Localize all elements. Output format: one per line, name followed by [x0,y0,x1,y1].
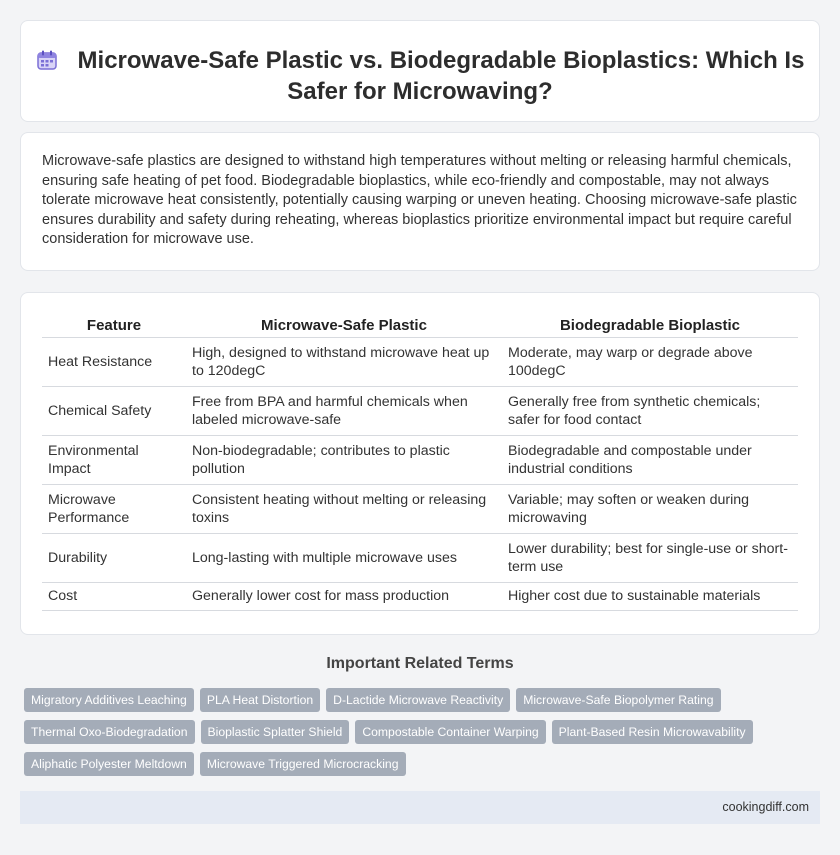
table-cell: Biodegradable and compostable under industrial conditions [502,435,798,484]
related-terms-title: Important Related Terms [326,655,514,672]
table-row [42,435,798,484]
header-biodegradable-bioplastic: Biodegradable Bioplastic [502,315,798,337]
table-cell: Higher cost due to sustainable materials [502,582,798,610]
related-term-tag[interactable]: Migratory Additives Leaching [24,688,194,712]
tag-row [24,688,804,720]
header-card [20,20,820,122]
table-cell: Environmental Impact [42,435,186,484]
table-cell: Long-lasting with multiple microwave uses [186,533,502,582]
table-cell: Durability [42,533,186,582]
table-cell: Non-biodegradable; contributes to plastic pollution [186,435,502,484]
related-term-tag[interactable]: PLA Heat Distortion [200,688,320,712]
table-row [42,533,798,582]
table-cell: Consistent heating without melting or releasing toxins [186,484,502,533]
intro-card [20,132,820,271]
related-term-tag[interactable]: Plant-Based Resin Microwavability [552,720,753,744]
related-term-tag[interactable]: D-Lactide Microwave Reactivity [326,688,510,712]
page-title-text: Microwave-Safe Plastic vs. Biodegradable Bioplastics: Which Is Safer for Microwaving? [77,47,805,105]
header-microwave-safe-plastic: Microwave-Safe Plastic [186,315,502,337]
comparison-table [42,315,798,611]
page-title [21,45,819,107]
intro-paragraph: Microwave-safe plastics are designed to withstand high temperatures without melting or releasing harmful chemicals, ensuring safe heating of pet food. Biodegradable bioplastics, while eco-friendly and compostable, may not always tolerate microwave heat consistently, potentially causing warping or uneven heating. Choosing microwave-safe plastic ensures durability and safety during reheating, whereas bioplastics prioritize environmental impact but require careful consideration for microwave use. [42,153,797,247]
table-row [42,337,798,386]
table-cell: Microwave Performance [42,484,186,533]
table-row [42,484,798,533]
footer [20,791,820,824]
related-term-tag[interactable]: Microwave Triggered Microcracking [200,752,406,776]
footer-site-link[interactable]: cookingdiff.com [722,800,809,814]
related-term-tag[interactable]: Aliphatic Polyester Meltdown [24,752,194,776]
calendar-icon [36,49,58,71]
tag-row [24,752,804,784]
table-cell: Cost [42,582,186,610]
table-cell: Generally free from synthetic chemicals; safer for food contact [502,386,798,435]
table-cell: Generally lower cost for mass production [186,582,502,610]
table-row [42,582,798,610]
table-cell: Chemical Safety [42,386,186,435]
header-feature: Feature [42,315,186,337]
table-cell: Variable; may soften or weaken during microwaving [502,484,798,533]
related-term-tag[interactable]: Bioplastic Splatter Shield [201,720,350,744]
related-term-tag[interactable]: Compostable Container Warping [355,720,545,744]
table-cell: High, designed to withstand microwave heat up to 120degC [186,337,502,386]
related-terms-list [24,688,804,784]
comparison-card [20,292,820,635]
table-cell: Heat Resistance [42,337,186,386]
table-cell: Moderate, may warp or degrade above 100degC [502,337,798,386]
tag-row [24,720,804,752]
related-term-tag[interactable]: Thermal Oxo-Biodegradation [24,720,195,744]
table-cell: Free from BPA and harmful chemicals when labeled microwave-safe [186,386,502,435]
related-term-tag[interactable]: Microwave-Safe Biopolymer Rating [516,688,720,712]
table-row [42,386,798,435]
table-cell: Lower durability; best for single-use or short-term use [502,533,798,582]
table-header-row [42,315,798,337]
